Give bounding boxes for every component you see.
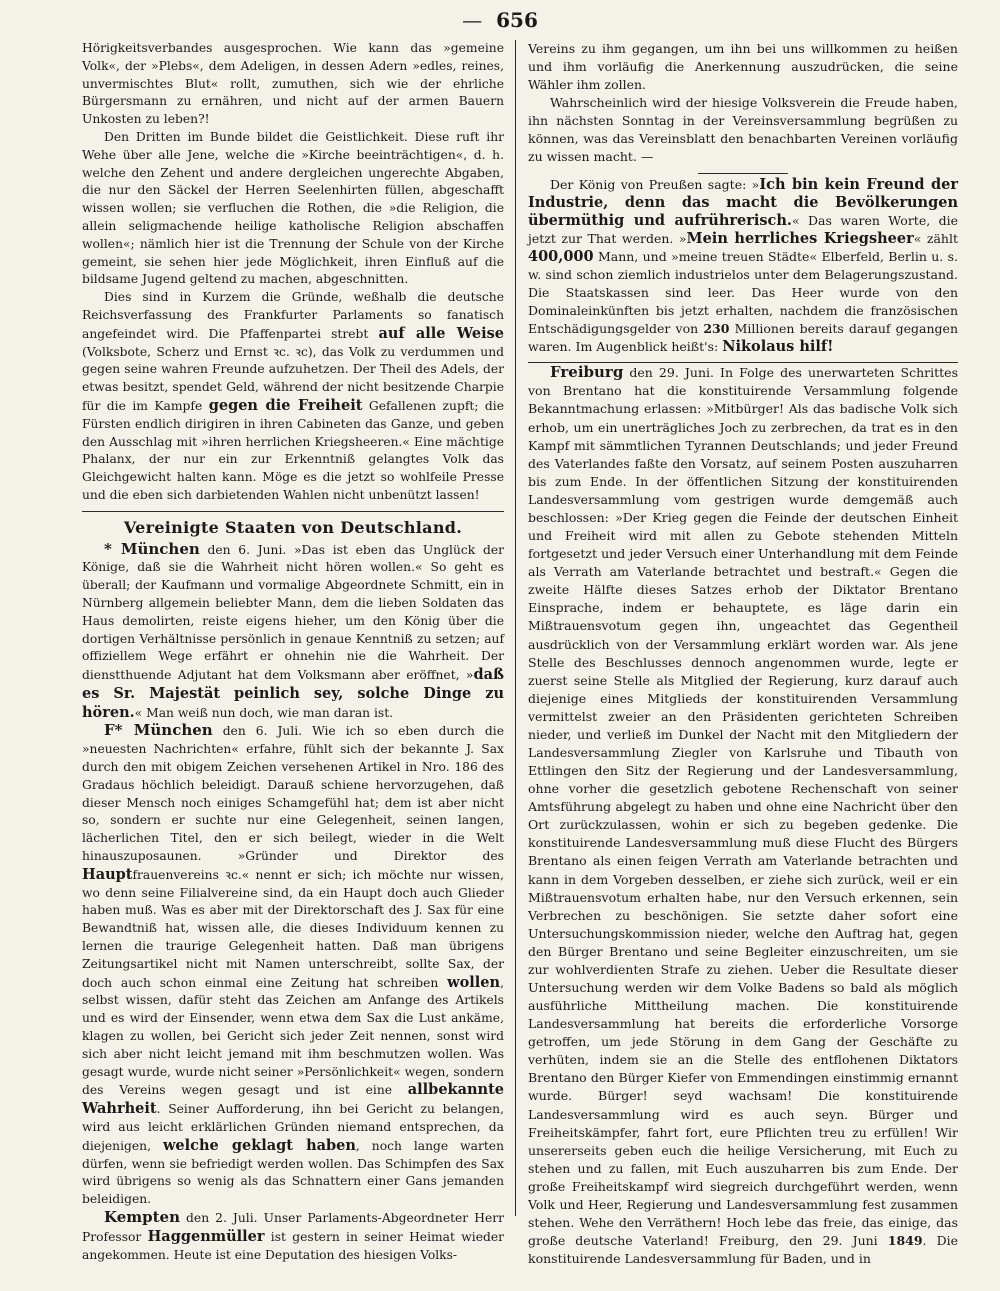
paragraph-clergy: Den Dritten im Bunde bildet die Geistlichkeit. Diese ruft ihr Wehe über alle Jene, welche die »Kirche beeinträchtigen«, d. h. welche den Zehent und andere dergleichen ungerechte Abgaben, die nur den Säckel der Herren Seelenhirten füllen, abgeschafft wissen wollen; sie verfluchen die Rothen, die »die Religion, die allein seligmachende heilige katholische Religion abschaffen wollen«; nämlich hier ist die Trennung der Schule von der Kirche gemeint, sie sehen hier jede Möglichkeit, ihren Einfluß auf die bildsame Jugend geltend zu machen, abgeschnitten. — [82, 129, 504, 287]
paragraph-welcome: Vereins zu ihm gegangen, um ihn bei uns willkommen zu heißen und ihm vorläufig die Anerkennung auszudrücken, die seine Wähler ihm zollen. — [528, 41, 958, 93]
paragraph-nobility: Hörigkeitsverbandes ausgesprochen. Wie kann das »gemeine Volk«, der »Plebs«, dem Adeligen, in dessen Adern »edles, reines, unvermischtes Blut« rollt, zumuthen, sich wie der ehrliche Bürgersmann zu ernähren, und nicht auf der armen Bauern Unkosten zu leben?! — [82, 41, 504, 127]
section-rule — [82, 511, 504, 512]
section-heading: Vereinigte Staaten von Deutschland. — [123, 517, 463, 537]
paragraph-volksverein: Wahrscheinlich wird der hiesige Volksverein die Freude haben, ihn nächsten Sonntag in der Vereinsversammlung begrüßen zu können, was das Vereinsblatt den benachbarten Vereinen vorläufig zu wissen macht. — — [528, 95, 958, 165]
paragraph-reasons: Dies sind in Kurzem die Gründe, weßhalb die deutsche Reichsverfassung des Frankfurter Parlaments so fanatisch angefeindet wird. Die Pfaffenpartei strebt auf alle Weise (Volksbote, Scherz und Ernst ꝛc. ꝛc), das Volk zu verdummen und gegen seine wahren Freunde aufzuhetzen. Der Theil des Adels, der etwas besitzt, spendet Geld, während der nicht besitzende Charpie für die im Kampfe gegen die Freiheit Gefallenen zupft; die Fürsten endlich dirigiren in ihren Cabineten das Ganze, und geben den Ausschlag mit »ihren herrlichen Kriegsheeren.« Eine mächtige Phalanx, der nur ein zur Erkenntniß gelangtes Volk das Gleichgewicht halten kann. Möge es die jetzt so wohlfeile Presse und die eben sich darbietenden Wahlen nicht unbenützt lassen! — [82, 290, 504, 502]
article-prussia: Der König von Preußen sagte: »Ich bin kein Freund der Industrie, denn das macht die Bevölkerungen übermüthig und aufrührerisch.« Das waren Worte, die jetzt zur That werden. »Mein herrliches Kriegsheer« zählt 400,000 Mann, und »meine treuen Städte« Elberfeld, Berlin u. s. w. sind schon ziemlich industrielos unter dem Belagerungszustand. Die Staatskassen sind leer. Das Heer wurde von den Dominaleinkünften bis jetzt erhalten, nachdem die französischen Entschädigungsgelder von 230 Millionen bereits darauf gegangen waren. Im Augenblick heißt's: Nikolaus hilf! — [528, 175, 959, 356]
column-divider — [515, 40, 516, 1216]
page-number: — 656 — [462, 8, 538, 32]
short-rule — [698, 173, 788, 174]
article-freiburg: Freiburg den 29. Juni. In Folge des unerwarteten Schrittes von Brentano hat die konstituirende Versammlung folgende Bekanntmachung erlassen: »Mitbürger! Als das badische Volk sich erhob, um ein unerträgliches Joch zu zerbrechen, da trat es in den Kampf mit sämmtlichen Tyrannen Deutschlands; und jeder Freund des Vaterlandes faßte den Vorsatz, auf seinem Posten auszuharren bis zum Ende. In der öffentlichen Sitzung der konstituirenden Landesversammlung vom gestrigen wurde demgemäß auch beschlossen: »Der Krieg gegen die Feinde der deutschen Einheit und Freiheit wird mit allen zu Gebote stehenden Mitteln fortgesetzt und jeder Versuch einer Unterhandlung mit dem Feinde als Verrath am Vaterlande betrachtet und bestraft.« Gegen die zweite Hälfte dieses Satzes erhob der Diktator Brentano Einsprache, indem er behauptete, es läge darin ein Mißtrauensvotum gegen ihn, ungeachtet das Gegentheil ausdrücklich von der Versammlung erklärt worden war. Als jene Stelle des Beschlusses dennoch angenommen wurde, legte er zuerst seine Stelle als Mitglied der Regierung, kurz darauf auch diejenige eines Mitglieds der konstituirenden Versammlung vermittelst zweier an den Präsidenten gerichteten Schreiben nieder, und verließ im Dunkel der Nacht mit den Mitgliedern der Landesversammlung Ziegler von Karlsruhe und Tibauth von Ettlingen den Sitz der Regierung und der Landesversammlung, ohne vorher die gesetzlich gebotene Rechenschaft von seiner Amtsführung abgelegt zu haben und ohne eine Nachricht über den Ort zurückzulassen, wohin er sich zu begeben gedenke. Die konstituirende Landesversammlung muß diese Flucht des Bürgers Brentano als einen feigen Verrath am Vaterlande betrachten und kann in dem Vorgeben desselben, er ziehe sich zurück, weil er ein Mißtrauensvotum erhalten habe, nur den Versuch erkennen, sein Verbrechen zu beschönigen. Sie setzte daher sofort eine Untersuchungskommission nieder, welche den Auftrag hat, gegen den Bürger Brentano und seine Begleiter einzuschreiten, um sie zur wohlverdienten Strafe zu ziehen. Ueber die Resultate dieser Untersuchung werden wir dem Volke Badens so bald als möglich ausführliche Mittheilung machen. Die konstituirende Landesversammlung hat bereits die erforderliche Vorsorge getroffen, um jede Störung in dem Gang der Geschäfte zu verhüten, indem sie an die Stelle des entflohenen Diktators Brentano den Bürger Kiefer von Emmendingen einstimmig ernannt wurde. Bürger! seyd wachsam! Die konstituirende Landesversammlung wird es auch seyn. Bürger und Freiheitskämpfer, fahrt fort, eure Pflichten treu zu erfüllen! Wir unsererseits geben euch die heilige Versicherung, mit Euch zu stehen und zu fallen, mit Euch auszuharren bis zum Ende. Der große Freiheitskampf wird siegreich durchgeführt werden, wenn Volk und Heer, Regierung und Landesversammlung fest zusammen stehen. Wehe den Verräthern! Hoch lebe das freie, das einige, das große deutsche Vaterland! Freiburg, den 29. Juni 1849. Die konstituirende Landesversammlung für Baden, und in — [528, 363, 958, 1267]
right-column — [528, 40, 958, 1268]
article-munich-1: * München den 6. Juni. »Das ist eben das Unglück der Könige, daß sie die Wahrheit nicht hören wollen.« So geht es überall; der Kaufmann und vormalige Abgeordnete Schmitt, ein in Nürnberg allgemein beliebter Mann, dem die lieben Soldaten das Haus demolirten, reiste eigens hieher, um den König über die dortigen Verhältnisse persönlich in genaue Kenntniß zu setzen; auf offiziellem Wege erfährt er ohnehin nie die Wahrheit. Der dienstthuende Adjutant hat dem Volksmann aber eröffnet, »daß es Sr. Majestät peinlich sey, solche Dinge zu hören.« Man weiß nun doch, wie man daran ist. — [82, 539, 504, 721]
article-kempten: Kempten den 2. Juli. Unser Parlaments-Abgeordneter Herr Professor Haggenmüller ist gestern in seiner Heimat wieder angekommen. Heute ist eine Deputation des hiesigen Volks- — [82, 1208, 504, 1262]
article-munich-2: F* München den 6. Juli. Wie ich so eben durch die »neuesten Nachrichten« erfahre, fühlt sich der bekannte J. Sax durch den mit obigem Zeichen versehenen Artikel in Nro. 186 des Gradaus höchlich beleidigt. Darauß schiene hervorzugehen, daß dieser Mensch noch einiges Schamgefühl hat; dem ist aber nicht so, sondern er suchte nur eine Gelegenheit, seinen langen, lächerlichen Titel, den er sich beilegt, wieder in die Welt hinauszuposaunen. »Gründer und Direktor des Hauptfrauenvereins ꝛc.« nennt er sich; ich möchte nur wissen, wo denn seine Filialvereine sind, da ein Haupt doch auch Glieder haben muß. Was es aber mit der Direktorschaft des J. Sax für eine Bewandtniß hat, wissen alle, die dieses Individuum kennen zu lernen die traurige Gelegenheit hatten. Daß man übrigens Zeitungsartikel nicht mit Namen unterschreibt, sollte Sax, der doch auch schon einmal eine Zeitung hat schreiben wollen, selbst wissen, dafür steht das Zeichen am Anfange des Artikels und es wird der Einsender, wenn etwa dem Sax die Lust ankäme, klagen zu wollen, bei Gericht sich jeder Zeit nennen, sonst wird sich aber nicht leicht jemand mit ihm beschmutzen wollen. Was gesagt wurde, wurde nicht seiner »Persönlichkeit« wegen, sondern des Vereins wegen gesagt und ist eine allbekannte Wahrheit. Seiner Aufforderung, ihn bei Gericht zu belangen, wird aus leicht erklärlichen Gründen niemand entsprechen, da diejenigen, welche geklagt haben, noch lange warten dürfen, wenn sie befriedigt werden wollen. Das Schimpfen des Sax wird übrigens so wenig als das Schnattern einer Gans jemanden beleidigen. — [82, 721, 504, 1207]
left-column — [82, 40, 504, 1264]
